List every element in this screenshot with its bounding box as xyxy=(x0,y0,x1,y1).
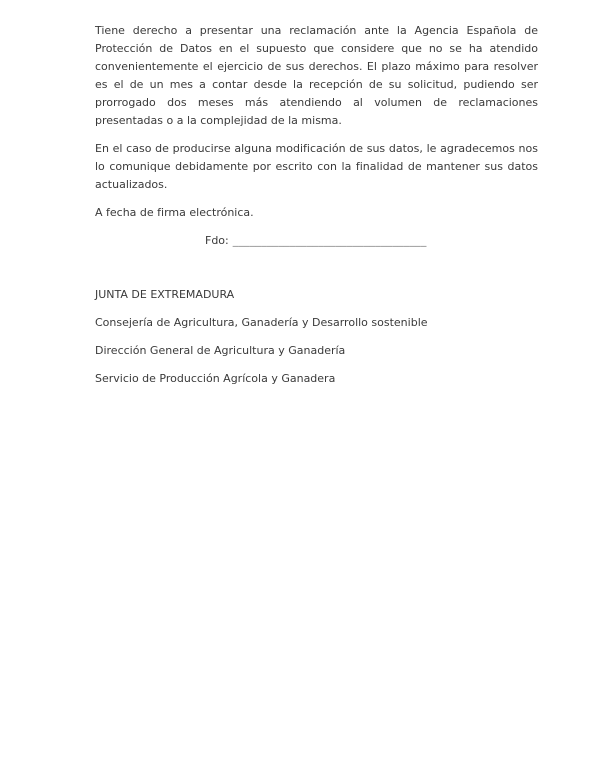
footer-servicio: Servicio de Producción Agrícola y Ganadera xyxy=(95,372,336,385)
document-content xyxy=(0,0,600,388)
signature-blank-line: __________________________________ xyxy=(232,234,427,247)
paragraph-electronic-signature-date: A fecha de firma electrónica. xyxy=(95,206,254,219)
paragraph-data-modification-notice: En el caso de producirse alguna modificación de sus datos, le agradecemos nos lo comunique debidamente por escrito con la finalidad de mantener sus datos actualizados. xyxy=(95,142,538,191)
paragraph-data-protection-claim: Tiene derecho a presentar una reclamación ante la Agencia Española de Protección de Datos en el supuesto que considere que no se ha atendido convenientemente el ejercicio de sus derechos. El plazo máximo para resolver es el de un mes a contar desde la recepción de su solicitud, pudiendo ser prorrogado dos meses más atendiendo al volumen de reclamaciones presentadas o a la complejidad de la misma. xyxy=(95,24,538,127)
footer-direccion-general: Dirección General de Agricultura y Ganadería xyxy=(95,344,346,357)
footer-organization: JUNTA DE EXTREMADURA xyxy=(95,288,235,301)
footer-consejeria: Consejería de Agricultura, Ganadería y Desarrollo sostenible xyxy=(95,316,428,329)
signature-label: Fdo: xyxy=(205,234,229,247)
letterhead-footer xyxy=(95,286,538,388)
signature-block xyxy=(95,232,538,250)
